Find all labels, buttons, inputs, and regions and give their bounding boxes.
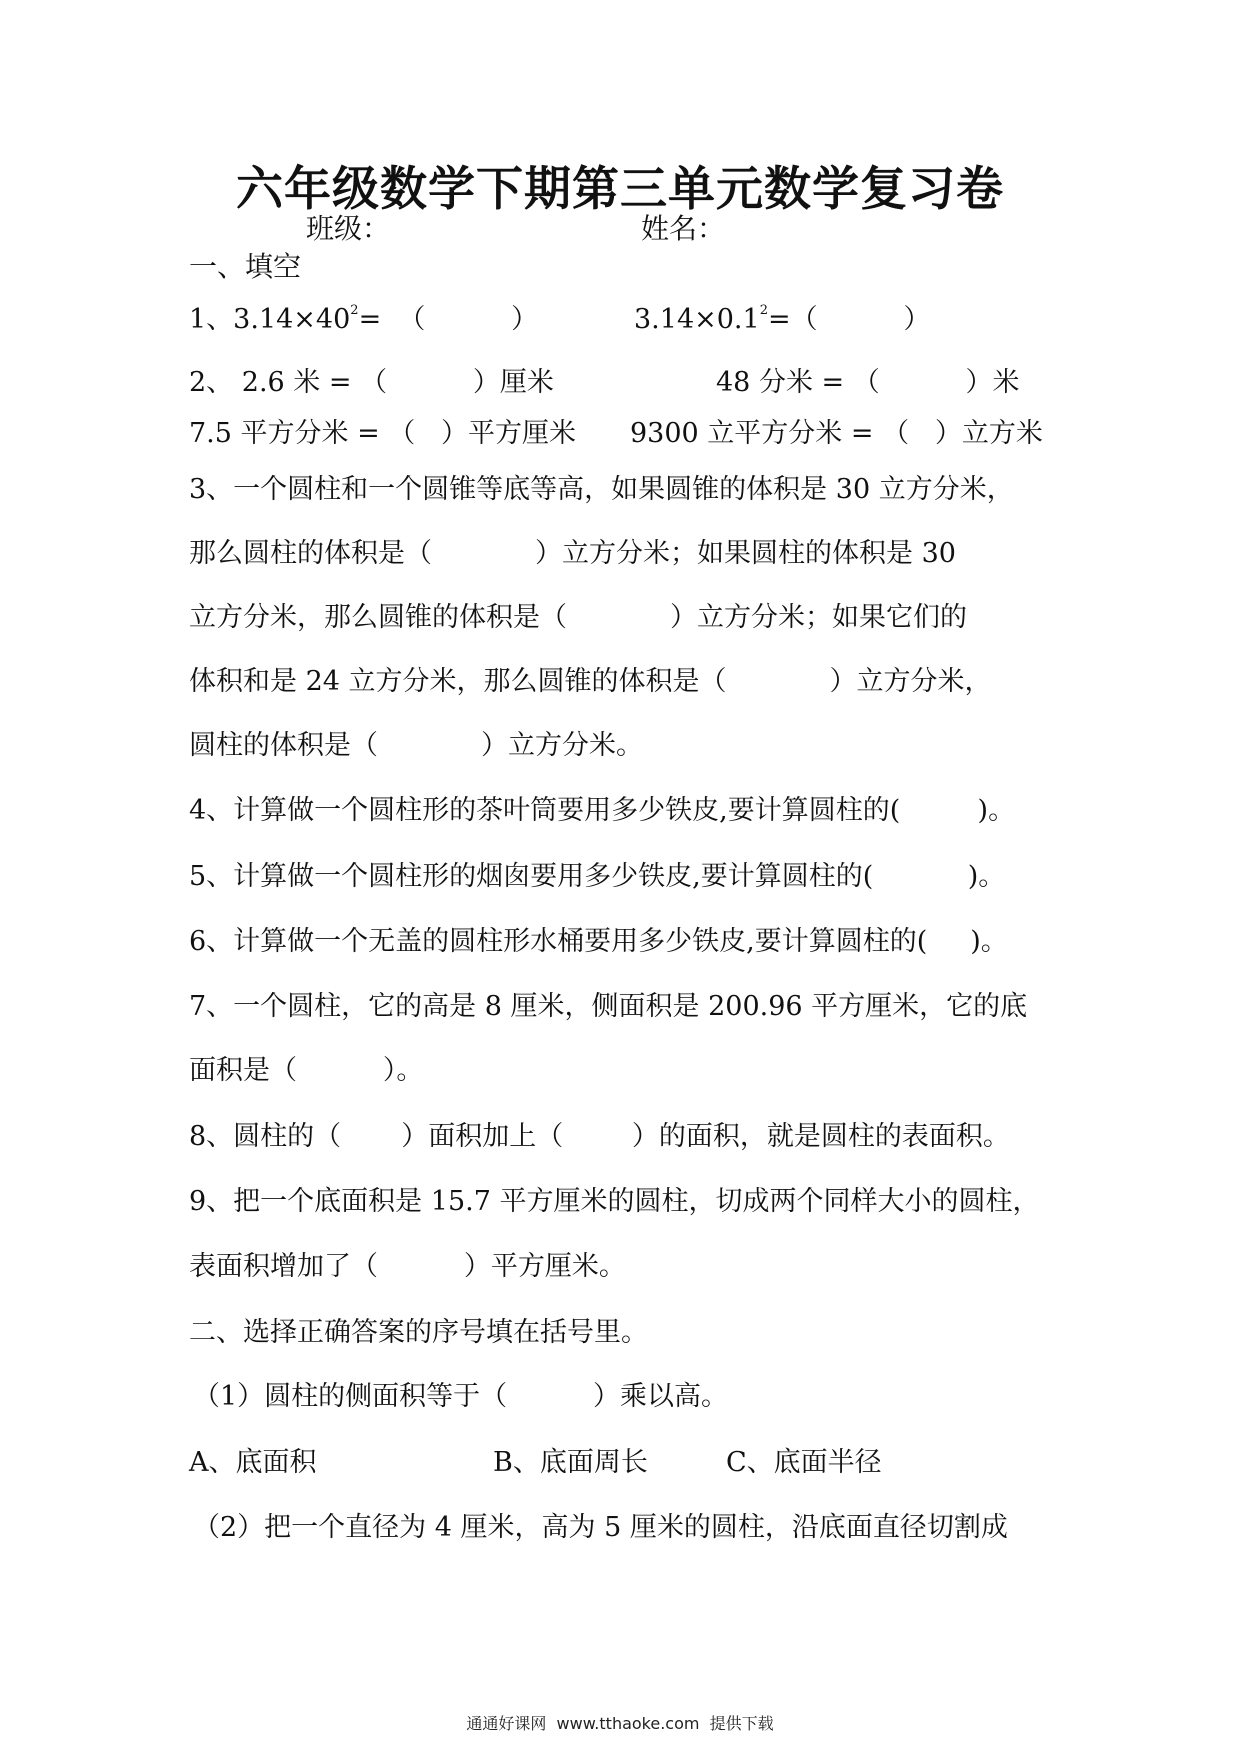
page-footer: 通通好课网 www.tthaoke.com 提供下载 bbox=[466, 1714, 774, 1733]
question-7-line-1: 7、一个圆柱，它的高是 8 厘米，侧面积是 200.96 平方厘米，它的底 bbox=[189, 991, 1028, 1022]
question-6: 6、计算做一个无盖的圆柱形水桶要用多少铁皮,要计算圆柱的( )。 bbox=[189, 926, 1008, 957]
question-5: 5、计算做一个圆柱形的烟囱要用多少铁皮,要计算圆柱的( )。 bbox=[189, 861, 1006, 892]
question-3-line-3: 立方分米，那么圆锥的体积是（ ）立方分米；如果它们的 bbox=[189, 602, 967, 633]
question-2a: 2、 2.6 米 = （ ）厘米 bbox=[189, 367, 554, 398]
q1b-exponent: 2 bbox=[759, 303, 768, 318]
q1b-base: 3.14×0.1 bbox=[634, 304, 760, 335]
question-3-line-1: 3、一个圆柱和一个圆锥等底等高，如果圆锥的体积是 30 立方分米， bbox=[189, 474, 1014, 505]
section-fill-blank-heading: 一、填空 bbox=[189, 250, 302, 283]
q1a-exponent: 2 bbox=[350, 303, 359, 318]
question-8: 8、圆柱的（ ）面积加上（ ）的面积，就是圆柱的表面积。 bbox=[189, 1121, 1010, 1152]
question-2d: 9300 立平方分米 = （ ）立方米 bbox=[630, 418, 1043, 449]
choice-question-1: （1）圆柱的侧面积等于（ ）乘以高。 bbox=[193, 1381, 729, 1412]
question-3-line-2: 那么圆柱的体积是（ ）立方分米；如果圆柱的体积是 30 bbox=[189, 538, 956, 569]
class-label: 班级： bbox=[306, 212, 391, 245]
question-4: 4、计算做一个圆柱形的茶叶筒要用多少铁皮,要计算圆柱的( )。 bbox=[189, 795, 1016, 826]
choice-1-option-a: A、底面积 bbox=[189, 1447, 317, 1478]
page-title: 六年级数学下期第三单元数学复习卷 bbox=[236, 162, 1004, 217]
section-multiple-choice-heading: 二、选择正确答案的序号填在括号里。 bbox=[189, 1317, 648, 1348]
choice-1-option-c: C、底面半径 bbox=[726, 1447, 882, 1478]
name-label: 姓名： bbox=[641, 212, 726, 245]
question-2b: 48 分米 = （ ）米 bbox=[716, 367, 1020, 398]
choice-question-2: （2）把一个直径为 4 厘米，高为 5 厘米的圆柱，沿底面直径切割成 bbox=[193, 1512, 1008, 1543]
question-1b bbox=[634, 303, 930, 337]
q1a-base: 1、3.14×40 bbox=[189, 304, 351, 335]
question-9-line-1: 9、把一个底面积是 15.7 平方厘米的圆柱，切成两个同样大小的圆柱， bbox=[189, 1186, 1040, 1217]
question-3-line-4: 体积和是 24 立方分米，那么圆锥的体积是（ ）立方分米， bbox=[189, 666, 992, 697]
q1b-blank: =（ ） bbox=[767, 304, 931, 335]
question-2c: 7.5 平方分米 = （ ）平方厘米 bbox=[189, 418, 577, 449]
question-9-line-2: 表面积增加了（ ）平方厘米。 bbox=[189, 1251, 626, 1282]
question-3-line-5: 圆柱的体积是（ ）立方分米。 bbox=[189, 730, 643, 761]
q1a-blank: = （ ） bbox=[358, 304, 539, 335]
question-1a bbox=[189, 303, 538, 337]
question-7-line-2: 面积是（ ）。 bbox=[189, 1055, 424, 1086]
choice-1-option-b: B、底面周长 bbox=[493, 1447, 648, 1478]
